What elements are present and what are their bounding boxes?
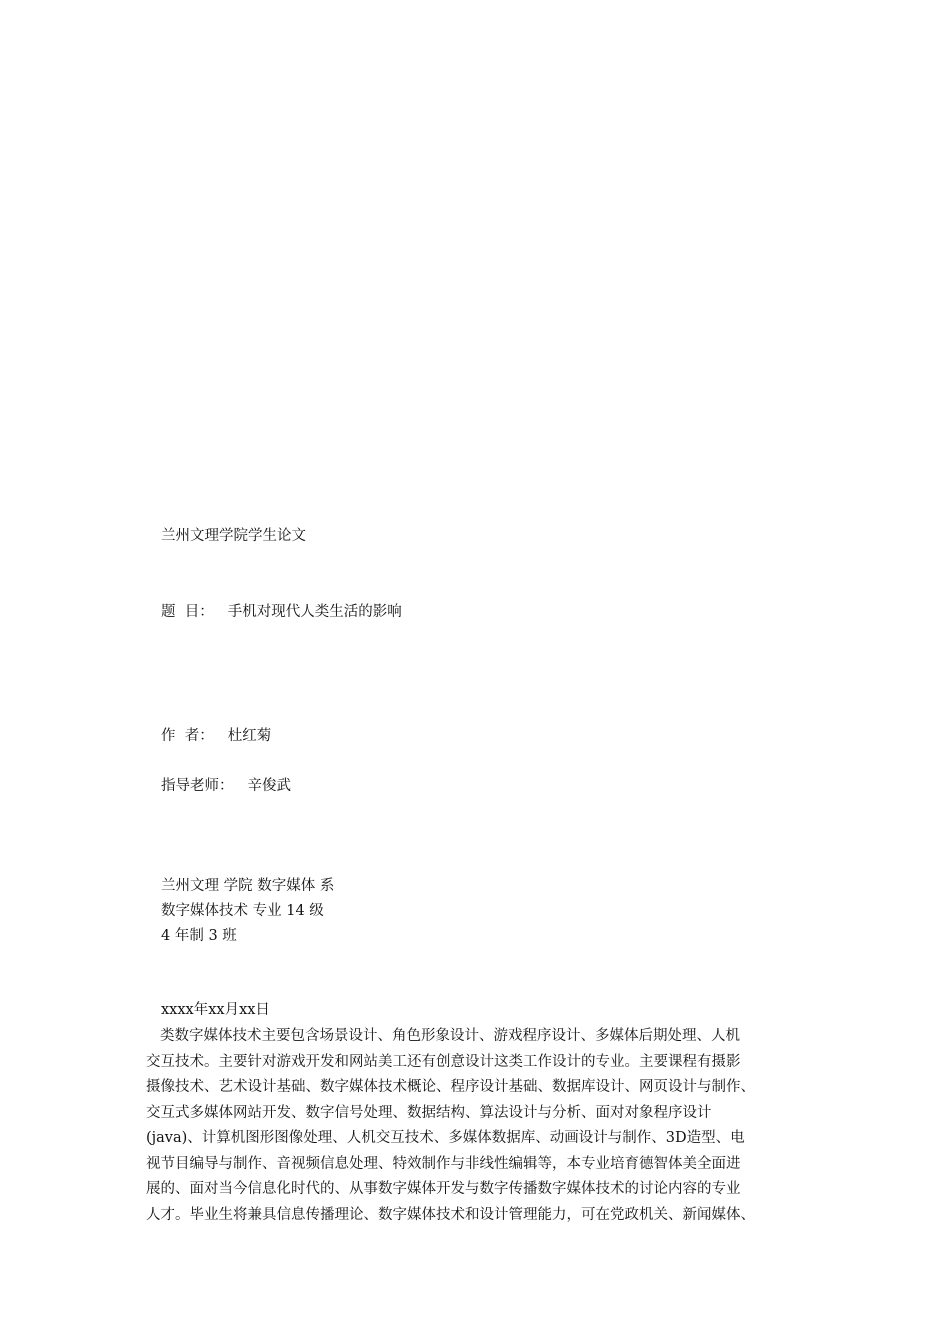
body-line: 展的、面对当今信息化时代的、从事数字媒体开发与数字传播数字媒体技术的讨论内容的专业	[146, 1181, 741, 1197]
advisor-name: 辛俊武	[247, 778, 291, 794]
school-title: 兰州文理学院学生论文	[161, 528, 306, 544]
body-line: 视节目编导与制作、音视频信息处理、特效制作与非线性编辑等，本专业培育德智体美全面进	[146, 1155, 741, 1172]
body-line: 交互技术。主要针对游戏开发和网站美工还有创意设计这类工作设计的专业。主要课程有摄影	[146, 1053, 741, 1070]
author-label: 作 者：	[161, 728, 214, 744]
body-line: 摄像技术、艺术设计基础、数字媒体技术概论、程序设计基础、数据库设计、网页设计与制作、	[146, 1079, 755, 1095]
affiliation-line-3: 4 年制 3 班	[161, 928, 237, 944]
author-line	[161, 726, 271, 746]
topic-label: 题 目：	[161, 604, 214, 620]
author-name: 杜红菊	[227, 728, 272, 744]
body-paragraph	[146, 1024, 806, 1228]
advisor-line	[161, 776, 291, 796]
date: xxxx年xx月xx日	[161, 1002, 270, 1018]
topic-value: 手机对现代人类生活的影响	[227, 604, 402, 620]
body-line: 类数字媒体技术主要包含场景设计、角色形象设计、游戏程序设计、多媒体后期处理、人机	[160, 1028, 740, 1044]
topic-line	[161, 602, 402, 622]
advisor-label: 指导老师：	[161, 778, 234, 794]
body-line: 交互式多媒体网站开发、数字信号处理、数据结构、算法设计与分析、面对对象程序设计	[146, 1104, 712, 1121]
body-line: (java)、计算机图形图像处理、人机交互技术、多媒体数据库、动画设计与制作、3D造型、电	[146, 1130, 745, 1146]
affiliation-line-2: 数字媒体技术 专业 14 级	[161, 903, 324, 919]
body-line: 人才。毕业生将兼具信息传播理论、数字媒体技术和设计管理能力，可在党政机关、新闻媒体、	[146, 1206, 755, 1223]
affiliation-line-1: 兰州文理 学院 数字媒体 系	[161, 878, 335, 894]
